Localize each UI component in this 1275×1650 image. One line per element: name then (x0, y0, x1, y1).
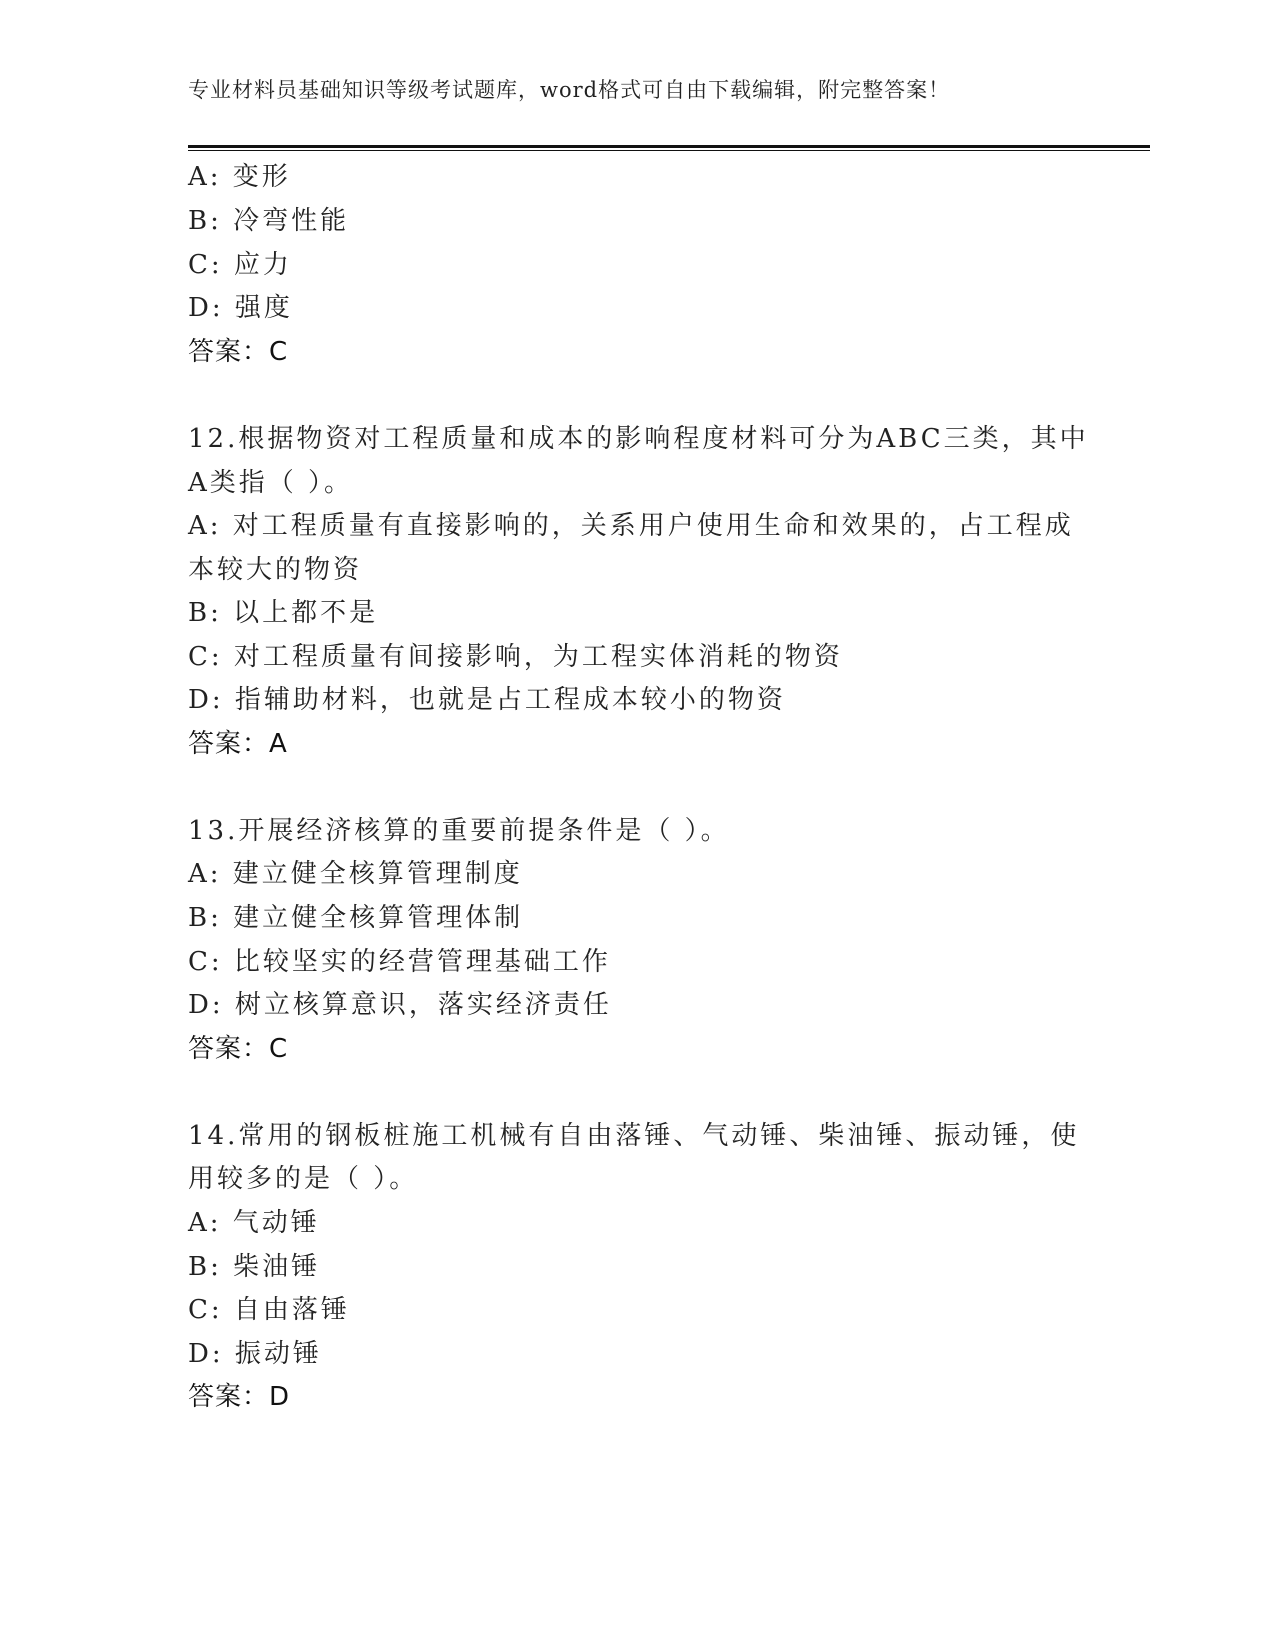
q13-option-a: A: 建立健全核算管理制度 (188, 859, 523, 889)
q13-answer: 答案：C (188, 1034, 289, 1064)
q13-option-c: C: 比较坚实的经营管理基础工作 (188, 947, 611, 977)
q12-option-c: C: 对工程质量有间接影响，为工程实体消耗的物资 (188, 642, 843, 672)
q13-option-b: B: 建立健全核算管理体制 (188, 903, 524, 933)
q12-answer: 答案：A (188, 729, 288, 759)
q12-option-a-line1: A: 对工程质量有直接影响的，关系用户使用生命和效果的，占工程成 (188, 511, 1074, 541)
q14-option-c: C: 自由落锤 (188, 1295, 350, 1325)
q14-option-d: D: 振动锤 (188, 1339, 322, 1369)
q14-option-a: A: 气动锤 (188, 1208, 320, 1238)
q11-option-c: C: 应力 (188, 250, 292, 280)
q13-stem: 13.开展经济核算的重要前提条件是（ ）。 (188, 816, 730, 846)
q14-answer: 答案：D (188, 1382, 291, 1412)
q11-option-d: D: 强度 (188, 293, 293, 323)
q11-option-a: A: 变形 (188, 162, 291, 192)
page-header: 专业材料员基础知识等级考试题库，word格式可自由下载编辑，附完整答案！ (188, 78, 951, 102)
q14-stem-line1: 14.常用的钢板桩施工机械有自由落锤、气动锤、柴油锤、振动锤，使 (188, 1121, 1080, 1151)
header-rule-thick (188, 145, 1150, 148)
q12-option-b: B: 以上都不是 (188, 598, 379, 628)
header-rule-thin (188, 150, 1150, 151)
q12-stem-line2: A类指（ ）。 (188, 468, 354, 498)
q12-stem-line1: 12.根据物资对工程质量和成本的影响程度材料可分为ABC三类，其中 (188, 424, 1089, 454)
q12-option-d: D: 指辅助材料，也就是占工程成本较小的物资 (188, 685, 786, 715)
q14-option-b: B: 柴油锤 (188, 1252, 321, 1282)
q12-option-a-line2: 本较大的物资 (188, 555, 363, 585)
q13-option-d: D: 树立核算意识，落实经济责任 (188, 990, 612, 1020)
q14-stem-line2: 用较多的是（ ）。 (188, 1164, 419, 1194)
q11-option-b: B: 冷弯性能 (188, 206, 350, 236)
q11-answer: 答案：C (188, 337, 289, 367)
